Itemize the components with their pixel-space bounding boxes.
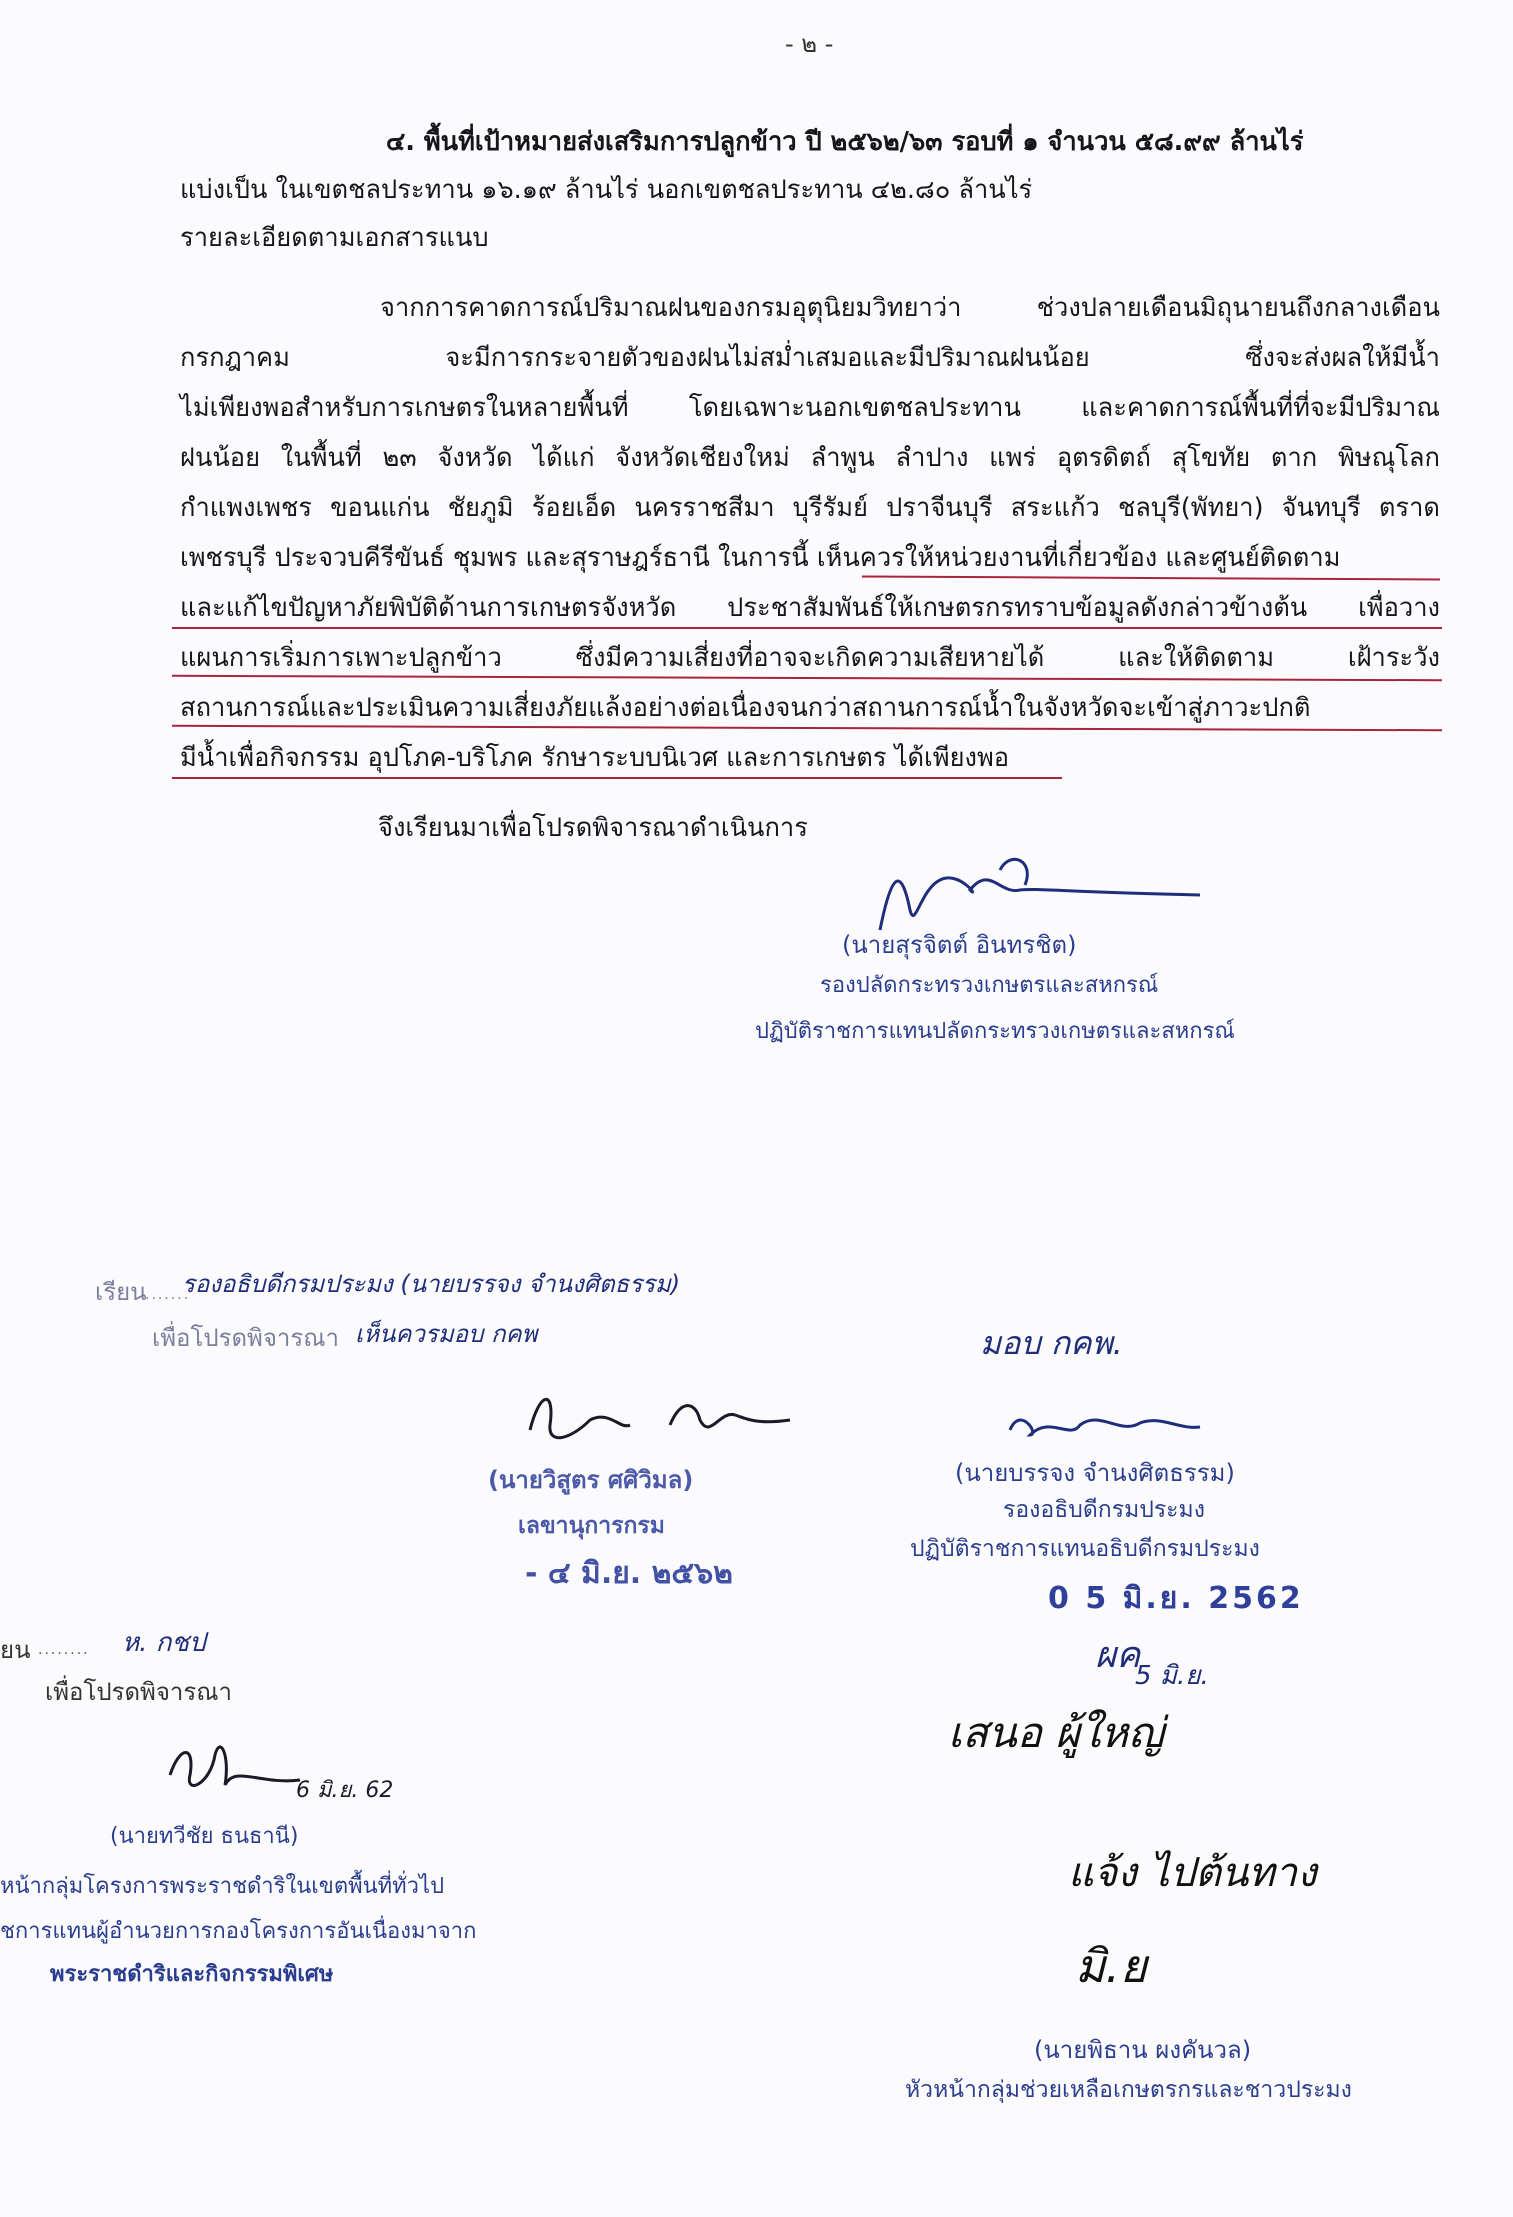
memo-bottom-left-position-2: ชการแทนผู้อำนวยการกองโครงการอันเนื่องมาจาก — [0, 1919, 477, 1944]
memo-right-name-2: (นายพิธาน ผงคันวล) — [1034, 2036, 1252, 2064]
memo-right-position-3: หัวหน้ากลุ่มช่วยเหลือเกษตรกรและชาวประมง — [905, 2077, 1352, 2103]
memo-bottom-left-purpose: เพื่อโปรดพิจารณา — [45, 1678, 233, 1706]
memo-right-handwritten-4: แจ้ง ไปต้นทาง — [1068, 1850, 1317, 1896]
memo-right-handwritten-3: เสนอ ผู้ใหญ่ — [948, 1708, 1164, 1757]
memo-right-name: (นายบรรจง จำนงศิตธรรม) — [955, 1459, 1235, 1487]
emphasis-underline — [172, 627, 1442, 629]
paragraph-line-5: กำแพงเพชร ขอนแก่น ชัยภูมิ ร้อยเอ็ด นครราชสีมา บุรีรัมย์ ปราจีนบุรี สระแก้ว ชลบุรี(พัทยา) จันทบุรี ตราด — [180, 493, 1440, 523]
memo-right-handwritten-2: 5 มิ.ย. — [1135, 1661, 1209, 1691]
memo-bottom-left-to-value: ห. กชป — [122, 1628, 206, 1658]
paragraph-line-6a: เพชรบุรี ประจวบคีรีขันธ์ ชุมพร และสุราษฎร์ธานี ในการนี้ — [180, 543, 809, 573]
paragraph-line-3: ไม่เพียงพอสำหรับการเกษตรในหลายพื้นที่ โดยเฉพาะนอกเขตชลประทาน และคาดการณ์พื้นที่ที่จะมีปริมาณ — [180, 393, 1440, 423]
memo-left-purpose-value: เห็นควรมอบ กคพ — [355, 1320, 538, 1348]
paragraph-line-6 — [180, 538, 1440, 578]
memo-bottom-left-name: (นายทวีชัย ธนธานี) — [110, 1824, 299, 1849]
signatory-main-position-1: รองปลัดกระทรวงเกษตรและสหกรณ์ — [820, 973, 1159, 998]
memo-left-to-label: เรียน — [95, 1278, 147, 1306]
memo-bottom-left-date: 6 มิ.ย. 62 — [296, 1778, 394, 1803]
memo-left-purpose-label: เพื่อโปรดพิจารณา — [152, 1324, 340, 1352]
memo-left-name: (นายวิสูตร ศศิวิมล) — [488, 1466, 694, 1494]
memo-right-position-1: รองอธิบดีกรมประมง — [1003, 1497, 1205, 1523]
paragraph-line-4: ฝนน้อย ในพื้นที่ ๒๓ จังหวัด ได้แก่ จังหวัดเชียงใหม่ ลำพูน ลำปาง แพร่ อุตรดิตถ์ สุโขทัย ตาก พิษณุโลก — [180, 443, 1440, 473]
paragraph-line-9: สถานการณ์และประเมินความเสี่ยงภัยแล้งอย่างต่อเนื่องจนกว่าสถานการณ์น้ำในจังหวัดจะเข้าสู่ภาวะปกติ — [180, 693, 1311, 723]
memo-left-to-value: รองอธิบดีกรมประมง (นายบรรจง จำนงศิตธรรม) — [182, 1270, 681, 1298]
closing-line: จึงเรียนมาเพื่อโปรดพิจารณาดำเนินการ — [378, 813, 808, 843]
paragraph-line-7: และแก้ไขปัญหาภัยพิบัติด้านการเกษตรจังหวัด ประชาสัมพันธ์ให้เกษตรกรทราบข้อมูลดังกล่าวข้างต้น เพื่อวาง — [180, 593, 1440, 623]
item4-line1: ๔. พื้นที่เป้าหมายส่งเสริมการปลูกข้าว ปี ๒๕๖๒/๖๓ รอบที่ ๑ จำนวน ๕๘.๙๙ ล้านไร่ — [386, 127, 1304, 157]
memo-right-position-2: ปฏิบัติราชการแทนอธิบดีกรมประมง — [910, 1536, 1260, 1562]
item4-line3: รายละเอียดตามเอกสารแนบ — [180, 223, 489, 253]
signature-taweechai — [160, 1725, 310, 1805]
memo-right-handwritten-5: มิ.ย — [1075, 1939, 1147, 1993]
signatory-main-name: (นายสุรจิตต์ อินทรชิต) — [842, 931, 1077, 959]
memo-right-date-stamp: 0 5 มิ.ย. 2562 — [1048, 1581, 1304, 1616]
paragraph-line-10: มีน้ำเพื่อกิจกรรม อุปโภค-บริโภค รักษาระบบนิเวศ และการเกษตร ได้เพียงพอ — [180, 743, 1010, 773]
signature-wisut — [520, 1380, 820, 1460]
signature-banjong — [1000, 1395, 1220, 1455]
paragraph-line-6b: เห็นควรให้หน่วยงานที่เกี่ยวข้อง และศูนย์ติดตาม — [816, 543, 1341, 573]
item4-line2: แบ่งเป็น ในเขตชลประทาน ๑๖.๑๙ ล้านไร่ นอกเขตชลประทาน ๔๒.๘๐ ล้านไร่ — [180, 175, 1033, 205]
paragraph-line-2: กรกฎาคม จะมีการกระจายตัวของฝนไม่สม่ำเสมอและมีปริมาณฝนน้อย ซึ่งจะส่งผลให้มีน้ำ — [180, 343, 1440, 373]
memo-left-position: เลขานุการกรม — [518, 1513, 665, 1539]
memo-bottom-left-position-3: พระราชดำริและกิจกรรมพิเศษ — [50, 1962, 334, 1987]
memo-bottom-left-position-1: หน้ากลุ่มโครงการพระราชดำริในเขตพื้นที่ทั่วไป — [0, 1874, 445, 1899]
memo-right-note: มอบ กคพ. — [980, 1324, 1123, 1362]
page-number: - ๒ - — [785, 30, 834, 58]
paragraph-line-8: แผนการเริ่มการเพาะปลูกข้าว ซึ่งมีความเสี่ยงที่อาจจะเกิดความเสียหายได้ และให้ติดตาม เฝ้าระวัง — [180, 643, 1440, 673]
memo-left-date-stamp: - ๔ มิ.ย. ๒๕๖๒ — [525, 1556, 733, 1591]
memo-bottom-left-to-label: ยน — [0, 1636, 31, 1664]
signatory-main-position-2: ปฏิบัติราชการแทนปลัดกระทรวงเกษตรและสหกรณ์ — [755, 1019, 1235, 1044]
paragraph-line-1: จากการคาดการณ์ปริมาณฝนของกรมอุตุนิยมวิทยาว่า ช่วงปลายเดือนมิถุนายนถึงกลางเดือน — [380, 293, 1440, 323]
memo-right-handwritten-1: ผค — [1095, 1635, 1141, 1676]
emphasis-underline — [172, 777, 1062, 779]
